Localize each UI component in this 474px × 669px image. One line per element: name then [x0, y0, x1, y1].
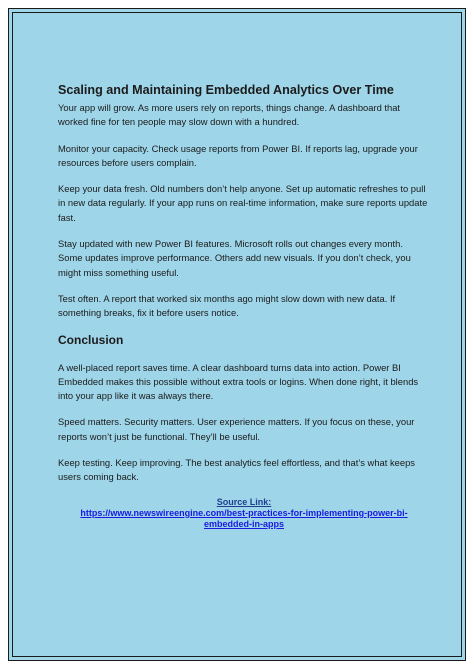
source-link[interactable]: https://www.newswireengine.com/best-practices-for-implementing-power-bi-embedded-in-apps — [80, 507, 408, 529]
conclusion-paragraph-matters: Speed matters. Security matters. User experience matters. If you focus on these, your reports won’t just be functional. They’ll be useful. — [58, 416, 415, 442]
conclusion-paragraph-keep-testing: Keep testing. Keep improving. The best analytics feel effortless, and that’s what keeps users coming back. — [58, 457, 415, 483]
source-label: Source Link: — [216, 496, 272, 507]
paragraph-features: Stay updated with new Power BI features. Microsoft rolls out changes every month. Some updates improve performance. Others add new visuals. If you don’t check, you might miss something useful. — [58, 238, 411, 278]
document-page — [8, 8, 466, 661]
source-block — [58, 497, 430, 530]
paragraph-growth: Your app will grow. As more users rely on reports, things change. A dashboard that worked fine for ten people may slow down with a hundred. — [58, 102, 401, 128]
paragraph-capacity: Monitor your capacity. Check usage reports from Power BI. If reports lag, upgrade your resources before users complain. — [58, 142, 418, 168]
conclusion-heading: Conclusion — [58, 332, 124, 347]
section-heading: Scaling and Maintaining Embedded Analytics Over Time — [58, 83, 394, 97]
paragraph-testing: Test often. A report that worked six months ago might slow down with new data. If something breaks, fix it before users notice. — [58, 292, 396, 319]
paragraph-data-fresh: Keep your data fresh. Old numbers don’t help anyone. Set up automatic refreshes to pull in new data regularly. If your app runs on real-time information, make sure reports update fast. — [58, 183, 428, 223]
conclusion-paragraph-report: A well-placed report saves time. A clear dashboard turns data into action. Power BI Embedded makes this possible without extra tools or logins. When done right, it blends into your app like it was always there. — [58, 361, 419, 402]
document-body — [58, 83, 430, 530]
